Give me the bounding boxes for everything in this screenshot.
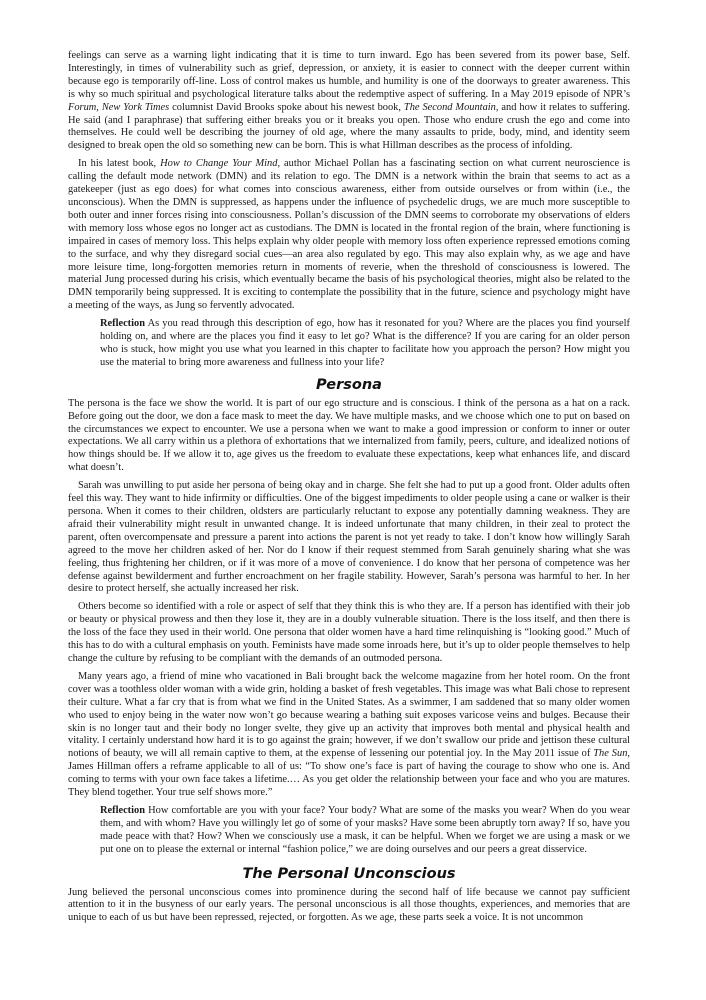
reflection-block — [100, 318, 630, 370]
italic-text: Forum, New York Times — [68, 101, 170, 113]
body-paragraph: The persona is the face we show the world. It is part of our ego structure and is conscious. I think of the persona as a hat on a rack. Before going out the door, we don a face mask to meet the day. We have multiple masks, and we choose which one to put on based on the circumstances we expect to encounter. We use a persona when we want to make a good impression or conform to inner or outer expectations. We all carry within us a plethora of exhortations that we internalized from family, peers, culture, and idealized notions of how things should be. If we allow it to, age gives us the freedom to evaluate these expectations, keep what enhances life, and discard what doesn’t. — [68, 397, 630, 474]
text-run: and how it relates to suffering. He said (and I paraphrase) that suffering either breaks you or it breaks you open. Those who endure crush the ego and come into themselves. He could well be describing the journey of old age, where the many assaults to pride, body, mind, and identity seem designed to break open the old so something new can be born. This is what Hillman describes as the process of infolding. — [68, 101, 631, 152]
reflection-block — [100, 805, 630, 857]
text-run: author Michael Pollan has a fascinating section on what current neuroscience is calling the default mode network (DMN) and its relation to ego. The DMN is a network within the brain that seems to act as a gatekeeper (just as ego does) for what comes into conscious awareness, either from outside ourselves or from within (i.e., the unconscious). When the DMN is suppressed, as happens under the influence of psychedelic drugs, we are much more susceptible to both outer and inner forces rising into consciousness. Pollan’s discussion of the DMN seems to corroborate my observations of elders with memory loss whose egos no longer act as custodians. The DMN is located in the frontal region of the brain, where functioning is impaired in cases of memory loss. This helps explain why older people with memory loss often experience repressed emotions coming to the surface, and why they disregard social cues—an area also regulated by ego. This may also explain why, as we age and have more leisure time, long-forgotten memories return in moments of reverie, when the threshold of consciousness is lowered. The material Jung processed during his crisis, which eventually became the basis of his psychological theories, might also be related to the DMN temporarily being suppressed. It is exciting to contemplate the possibility that in the future, science and psychology might have a meeting of the ways, as Jung so fervently advocated. — [68, 158, 631, 312]
text-run: columnist David Brooks spoke about his newest book, — [169, 101, 404, 113]
text-run: feelings can serve as a warning light indicating that it is time to turn inward. Ego has been severed from its power base, Self. Interestingly, in times of vulnerability such as grief, depression, or anxiety, it is easier to connect with the deeper current within because ego is temporarily off-line. Loss of control makes us humble, and humility is one of the doorways to greater awareness. This is why so much spiritual and psychological literature talks about the redemptive aspect of suffering. In a May 2019 episode of NPR’s — [68, 50, 630, 100]
body-paragraph: Jung believed the personal unconscious comes into prominence during the second half of life because we cannot pay sufficient attention to it in the busyness of our early years. The personal unconscious is all those thoughts, experiences, and memories that are unique to each of us but have been repressed, rejected, or forgotten. As we age, these parts seek a voice. It is not uncommon — [68, 886, 630, 924]
body-paragraph: Sarah was unwilling to put aside her persona of being okay and in charge. She felt she had to put up a good front. Older adults often feel this way. They want to hide infirmity or difficulties. One of the biggest impediments to older people using a cane or walker is their persona. When it comes to their children, oldsters are particularly reluctant to expose any potentially damning weakness. They are afraid their vulnerability might result in unwanted change. It is indeed unfortunate that many children, in their zeal to protect the parent, often overcompensate and pressure a parent into actions the parent is not yet ready to take. I don’t know how willingly Sarah agreed to the move her children asked of her. Nor do I know if their request stemmed from Sarah genuinely sharing what she was feeling, thus frightening her children, or if it was more of a move of convenience. I do know that her persona of competence was her defense against bewilderment and further encroachment on her fragile stability. However, Sarah’s persona was harmful to her. In her desire to protect herself, she actually increased her risk. — [68, 480, 630, 595]
section-heading: The Personal Unconscious — [242, 865, 456, 882]
body-paragraph — [68, 158, 630, 313]
book-title: The Second Mountain, — [403, 101, 499, 113]
body-paragraph — [68, 50, 630, 153]
book-title: How to Change Your Mind, — [160, 158, 281, 170]
text-run: As you read through this description of ego, how has it resonated for you? Where are the places you find yourself holding on, and where are the places you find it easy to let go? What is the difference? If you are caring for an older person who is stuck, how might you use what you learned in this chapter to facilitate how you approach the person? How might you use the material to bring more awareness and fullness into your life? — [100, 318, 630, 368]
text-run: How comfortable are you with your face? Your body? What are some of the masks you wear? When do you wear them, and with whom? Have you willingly let go of some of your masks? Have some been abruptly torn away? If so, have you made peace with that? How? When we consciously use a mask, it can be helpful. When we forget we are using a mask or we put one on to please the external or internal “fashion police,” we are doing ourselves and our peers a great disservice. — [100, 804, 630, 855]
reflection-label: Reflection — [100, 318, 146, 330]
text-run: In his latest book, — [78, 158, 161, 170]
text-run: Many years ago, a friend of mine who vacationed in Bali brought back the welcome magazine from her hotel room. On the front cover was a toothless older woman with a wide grin, holding a basket of fresh vegetables. This image was what Bali chose to represent their culture. What a far cry that is from what we find in the United States. As a swimmer, I am saddened that so many older women who used to enjoy being in the water now won’t go because wearing a bathing suit exposes varicose veins and bulges. Because their skin is no longer taut and their body no longer svelte, they give up an activity that improves both mental and physical health and vitality. I certainly understand how hard it is to go against the grain; however, if we don’t swallow our pride and jettison these cultural notions of beauty, we will all remain captive to them, at the expense of lessening our potential joy. In the May 2011 issue of — [68, 670, 630, 760]
magazine-title: The Sun, — [593, 748, 630, 760]
text-run: James Hillman offers a reframe applicable to all of us: “To show one’s face is part of having the courage to show who one is. And coming to terms with your own face takes a lifetime.… As you get older the relationship between your face and who you are matures. They blend together. Your true self shows more.” — [68, 761, 630, 799]
body-paragraph: Others become so identified with a role or aspect of self that they think this is who they are. If a person has identified with their job or beauty or physical prowess and then they lose it, they are in a doubly vulnerable situation. There is the loss itself, and then there is the loss of the face they used in their world. One persona that older women have a hard time relinquishing is “looking good.” Much of this has to do with a cultural emphasis on youth. Feminists have made some inroads here, but it’s up to older people themselves to help change the culture by refusing to be compliant with the demands of an outmoded persona. — [68, 601, 630, 664]
body-paragraph — [68, 671, 630, 800]
section-heading: Persona — [316, 376, 382, 393]
reflection-label: Reflection — [100, 804, 146, 816]
